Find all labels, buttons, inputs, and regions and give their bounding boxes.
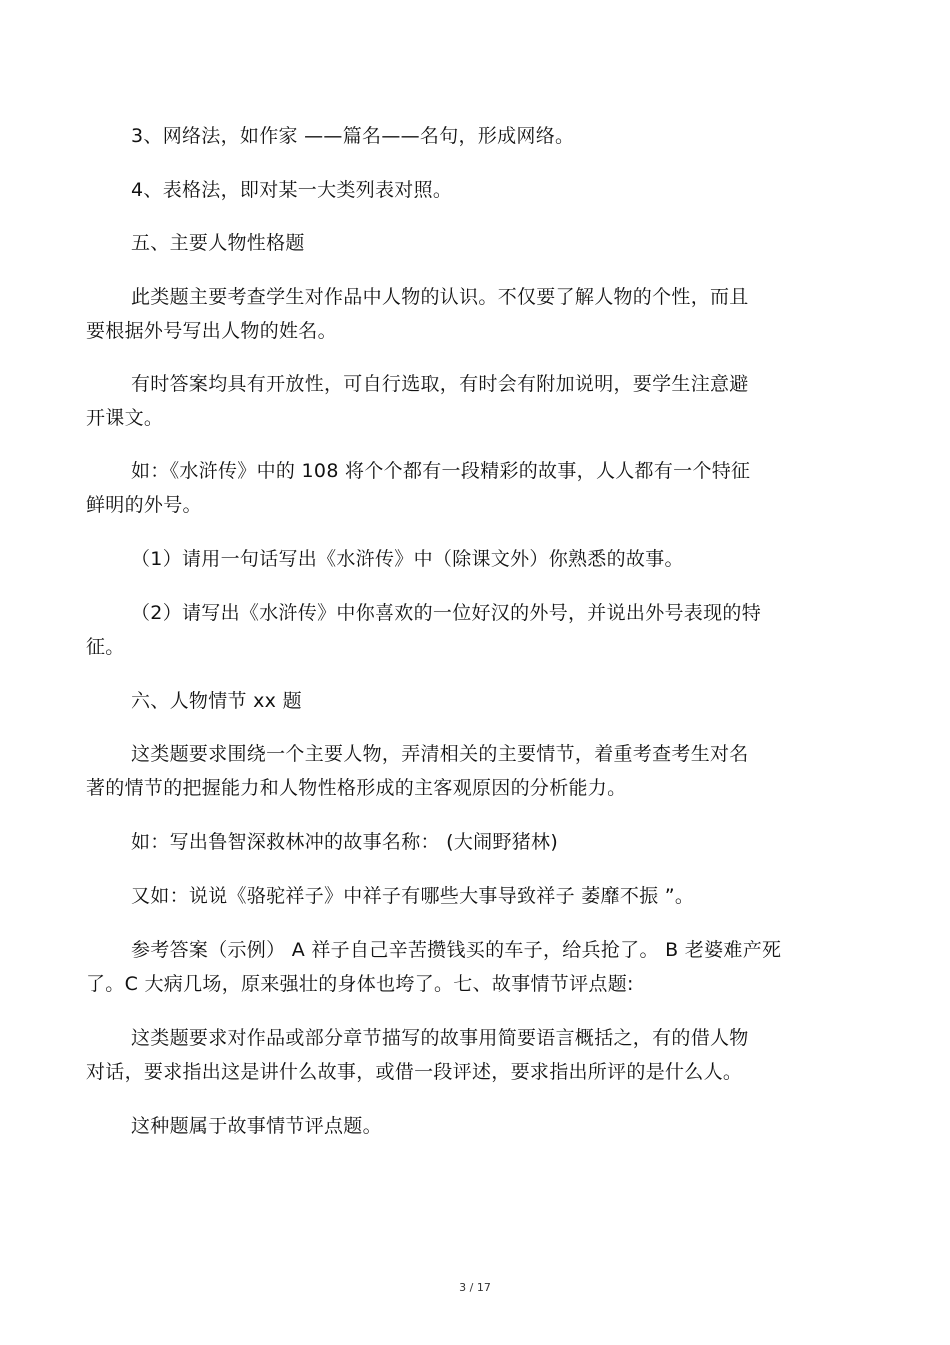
paragraph-4-line-1: 此类题主要考查学生对作品中人物的认识。不仅要了解人物的个性，而且 <box>131 286 749 308</box>
paragraph-2-line-1: 4、表格法，即对某一大类列表对照。 <box>131 179 453 201</box>
question-2-line-1: （2）请写出《水浒传》中你喜欢的一位好汉的外号，并说出外号表现的特 <box>131 602 761 624</box>
question-1: （1）请用一句话写出《水浒传》中（除课文外）你熟悉的故事。 <box>131 548 684 570</box>
paragraph-15-line-1: 这种题属于故事情节评点题。 <box>131 1115 382 1137</box>
question-2-line-2: 征。 <box>86 636 125 658</box>
paragraph-10-line-2: 著的情节的把握能力和人物性格形成的主客观原因的分析能力。 <box>86 777 627 799</box>
paragraph-6-line-2: 鲜明的外号。 <box>86 494 202 516</box>
section-heading-5: 五、主要人物性格题 <box>131 232 305 254</box>
example-2: 又如：说说《骆驼祥子》中祥子有哪些大事导致祥子 萎靡不振 ”。 <box>131 885 695 907</box>
paragraph-4-line-2: 要根据外号写出人物的姓名。 <box>86 320 337 342</box>
reference-answer-line-2: 了。C 大病几场，原来强壮的身体也垮了。七、故事情节评点题: <box>86 973 634 995</box>
paragraph-14-line-1: 这类题要求对作品或部分章节描写的故事用简要语言概括之，有的借人物 <box>131 1027 749 1049</box>
page-number: 3 / 17 <box>459 1281 491 1294</box>
example-1: 如：写出鲁智深救林冲的故事名称： (大闹野猪林) <box>131 831 559 853</box>
paragraph-14-line-2: 对话，要求指出这是讲什么故事，或借一段评述，要求指出所评的是什么人。 <box>86 1061 743 1083</box>
paragraph-5-line-2: 开课文。 <box>86 407 164 429</box>
paragraph-6-line-1: 如：《水浒传》中的 108 将个个都有一段精彩的故事，人人都有一个特征 <box>131 460 751 482</box>
reference-answer-line-1: 参考答案（示例） A 祥子自己辛苦攒钱买的车子，给兵抢了。 B 老婆难产死 <box>131 939 782 961</box>
paragraph-10-line-1: 这类题要求围绕一个主要人物，弄清相关的主要情节，着重考查考生对名 <box>131 743 749 765</box>
paragraph-1-line-1: 3、网络法，如作家 ——篇名——名句，形成网络。 <box>131 125 575 147</box>
section-heading-6: 六、人物情节 xx 题 <box>131 690 302 712</box>
paragraph-5-line-1: 有时答案均具有开放性，可自行选取，有时会有附加说明，要学生注意避 <box>131 373 749 395</box>
